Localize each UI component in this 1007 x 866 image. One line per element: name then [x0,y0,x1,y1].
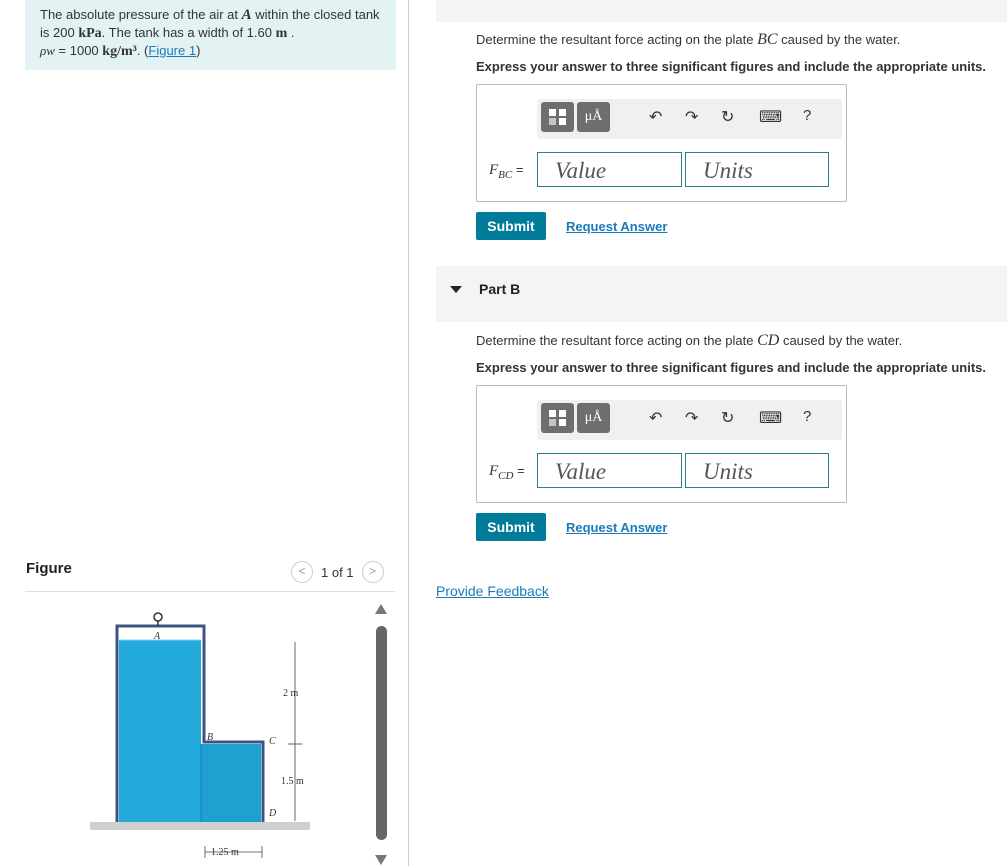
part-a-question [476,31,900,49]
reset-icon[interactable]: ↻ [721,410,735,427]
question-text: caused by the water. [777,32,901,47]
answer-symbol [489,463,525,482]
equals-sign: = [513,463,525,478]
figure-divider [25,591,395,592]
equals-sign: = [512,162,524,177]
scroll-down-arrow-icon[interactable] [375,855,387,865]
templates-button[interactable] [541,102,574,132]
problem-unit: kg/m³ [102,44,137,59]
next-figure-button[interactable]: > [362,561,384,583]
ground [90,822,310,830]
symbol-main: F [489,463,499,479]
part-b-header[interactable] [436,266,1007,322]
units-input[interactable]: Units [685,152,829,187]
problem-text: . [287,25,295,40]
part-a-request-answer-link[interactable]: Request Answer [566,219,668,234]
part-a-answer-box [476,84,847,202]
part-a-header-strip [436,0,1007,22]
undo-icon[interactable]: ↶ [649,410,663,427]
part-b-answer-box [476,385,847,503]
figure-heading: Figure [26,560,72,577]
part-b-submit-button[interactable]: Submit [476,513,546,541]
answer-symbol [489,162,523,181]
undo-icon[interactable]: ↶ [649,109,663,126]
question-text: Determine the resultant force acting on the plate [476,333,758,348]
units-button[interactable]: μÅ [577,403,610,433]
problem-text: . The tank has a width of 1.60 [101,25,276,40]
symbol-main: F [489,162,499,178]
problem-var: A [241,7,252,23]
figure-count: 1 of 1 [321,564,354,580]
templates-button[interactable] [541,403,574,433]
part-b-request-answer-link[interactable]: Request Answer [566,520,668,535]
value-input[interactable]: Value [537,453,682,488]
units-button[interactable]: μÅ [577,102,610,132]
collapse-caret-icon[interactable] [450,286,462,293]
label-D: D [269,808,277,819]
part-a-submit-button[interactable]: Submit [476,212,546,240]
help-icon[interactable]: ? [803,408,812,425]
dim-label-15m: 1.5 m [281,776,304,787]
symbol-sub: CD [498,470,514,482]
tank-figure [85,604,315,866]
dim-label-2m: 2 m [283,688,299,699]
pressure-gauge-icon [154,613,162,621]
part-b-title[interactable]: Part B [479,281,521,297]
rho-symbol: ρw [40,43,55,58]
problem-statement [40,6,390,60]
figure-link[interactable]: Figure 1 [148,43,197,58]
math-toolbar [537,99,842,139]
label-C: C [269,736,276,747]
problem-unit: kPa [78,26,102,41]
problem-text: . ( [136,43,149,58]
prev-figure-button[interactable]: < [291,561,313,583]
water-tall [119,640,201,822]
redo-icon[interactable]: ↷ [685,109,699,126]
panel-divider [408,0,409,866]
part-b-instruction: Express your answer to three significant figures and include the appropriate units. [476,360,986,375]
symbol-sub: BC [498,169,513,181]
keyboard-icon[interactable]: ⌨ [759,109,783,126]
part-a-instruction: Express your answer to three significant figures and include the appropriate units. [476,59,986,74]
problem-text: = 1000 [54,43,103,58]
scrollbar-thumb[interactable] [376,626,387,840]
units-input[interactable]: Units [685,453,829,488]
figure-pager [291,561,384,583]
part-b-question [476,332,902,350]
question-var: BC [757,31,778,48]
keyboard-icon[interactable]: ⌨ [759,410,783,427]
label-A: A [154,631,161,642]
math-toolbar [537,400,842,440]
problem-unit: m [275,26,288,41]
question-text: Determine the resultant force acting on the plate [476,32,758,47]
help-icon[interactable]: ? [803,107,812,124]
provide-feedback-link[interactable]: Provide Feedback [436,583,549,599]
dim-label-125m: 1.25 m [211,847,239,858]
problem-text: within the closed tank [251,7,380,22]
templates-icon [541,102,574,132]
templates-icon [541,403,574,433]
problem-text: ) [196,43,201,58]
scroll-up-arrow-icon[interactable] [375,604,387,614]
problem-text: is 200 [40,25,79,40]
water-short [201,744,261,822]
problem-text: The absolute pressure of the air at [40,7,242,22]
label-B: B [207,732,214,743]
reset-icon[interactable]: ↻ [721,109,735,126]
question-var: CD [757,332,780,349]
value-input[interactable]: Value [537,152,682,187]
question-text: caused by the water. [779,333,903,348]
redo-icon[interactable]: ↷ [685,410,699,427]
